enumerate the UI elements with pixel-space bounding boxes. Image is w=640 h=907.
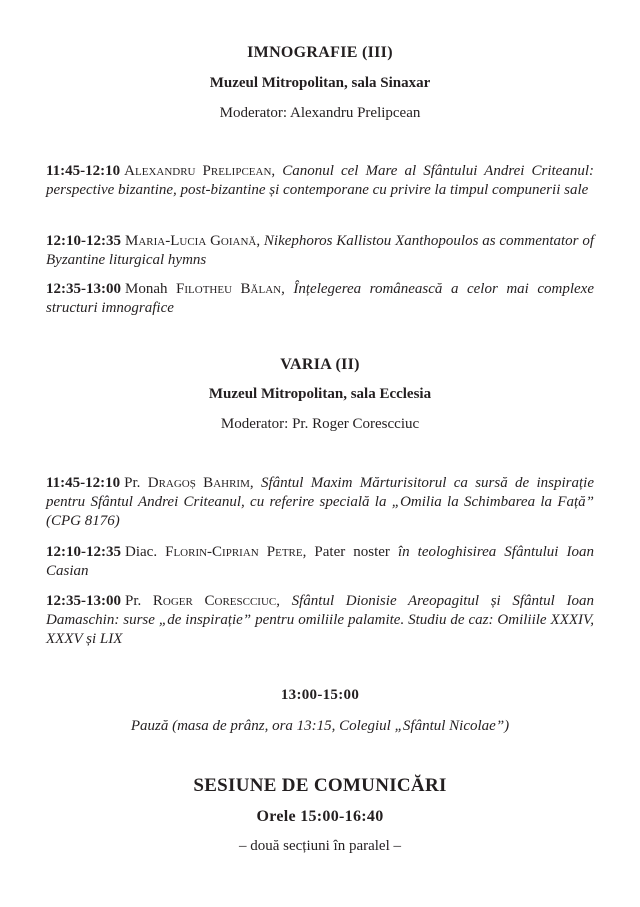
break-time: 13:00-15:00 bbox=[280, 687, 360, 703]
entry-sep: , bbox=[302, 544, 315, 560]
section-venue: Muzeul Mitropolitan, sala Ecclesia bbox=[208, 386, 432, 402]
entry-sep: , bbox=[271, 163, 283, 179]
program-entry bbox=[46, 474, 594, 531]
entry-author: Roger Corescciuc bbox=[152, 593, 277, 609]
entry-author: Dragoș Bahrim bbox=[147, 475, 250, 491]
entry-title: Înțelegerea românească a celor mai complexe structuri imnografice bbox=[46, 281, 594, 316]
program-entry bbox=[46, 162, 594, 200]
section-title: IMNOGRAFIE (III) bbox=[247, 44, 393, 61]
entry-time: 12:35-13:00 bbox=[46, 593, 121, 609]
break-text: Pauză (masa de prânz, ora 13:15, Colegiul „Sfântul Nicolae”) bbox=[130, 718, 510, 734]
entry-title: Canonul cel Mare al Sfântului Andrei Criteanul: perspective bizantine, post-bizantine și contemporane cu privire la timpul compunerii sale bbox=[46, 163, 595, 198]
section-moderator: Moderator: Pr. Roger Corescciuc bbox=[220, 416, 420, 432]
session-title: SESIUNE DE COMUNICĂRI bbox=[193, 775, 447, 796]
entry-title: Nikephoros Kallistou Xanthopoulos as commentator of Byzantine liturgical hymns bbox=[46, 233, 594, 268]
entry-author: Filotheu Bălan bbox=[176, 281, 282, 297]
session-hours: Orele 15:00-16:40 bbox=[256, 808, 384, 825]
entry-time: 11:45-12:10 bbox=[46, 475, 121, 491]
entry-time: 12:35-13:00 bbox=[46, 281, 121, 297]
entry-author: Maria-Lucia Goiană bbox=[125, 233, 257, 249]
entry-sep: , bbox=[276, 593, 292, 609]
entry-title: în teologhisirea Sfântului Ioan Casian bbox=[46, 544, 594, 579]
entry-time: 11:45-12:10 bbox=[46, 163, 121, 179]
entry-time: 12:10-12:35 bbox=[46, 233, 121, 249]
entry-prefix: Diac. bbox=[125, 544, 166, 560]
entry-title: Sfântul Dionisie Areopagitul și Sfântul Ioan Damaschin: surse „de inspirație” pentru omiliile palamite. Studiu de caz: Omiliile XXXIV, XXXV și LIX bbox=[46, 593, 594, 647]
entry-prefix: Pr. bbox=[125, 593, 153, 609]
entry-sep: , bbox=[281, 281, 294, 297]
entry-time: 12:10-12:35 bbox=[46, 544, 121, 560]
program-entry bbox=[46, 592, 594, 649]
section-venue: Muzeul Mitropolitan, sala Sinaxar bbox=[209, 75, 431, 91]
entry-author: Florin-Ciprian Petre bbox=[165, 544, 303, 560]
section-title: VARIA (II) bbox=[280, 356, 360, 373]
entry-sep: , bbox=[249, 475, 261, 491]
entry-prefix: Monah bbox=[125, 281, 177, 297]
program-entry bbox=[46, 232, 594, 270]
entry-author: Alexandru Prelipcean bbox=[124, 163, 272, 179]
entry-title: Sfântul Maxim Mărturisitorul ca sursă de inspirație pentru Sfântul Andrei Criteanul, cu referire specială la „Omilia la Schimbarea la Față” (CPG 8176) bbox=[46, 475, 595, 529]
section-moderator: Moderator: Alexandru Prelipcean bbox=[219, 105, 421, 121]
entry-sep: , bbox=[256, 233, 264, 249]
program-entry bbox=[46, 543, 594, 581]
entry-upright-title: Pater noster bbox=[314, 544, 390, 560]
program-entry bbox=[46, 280, 594, 318]
entry-prefix: Pr. bbox=[124, 475, 148, 491]
session-note: – două secțiuni în paralel – bbox=[238, 838, 402, 854]
